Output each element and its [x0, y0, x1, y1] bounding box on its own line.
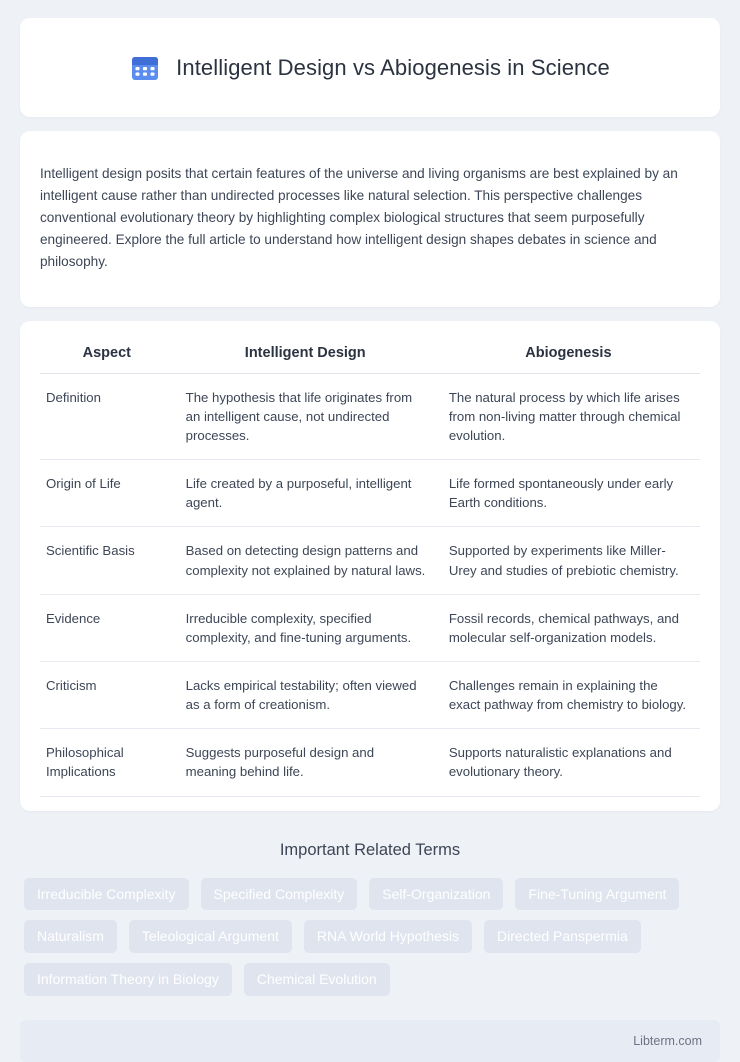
comparison-table [40, 341, 700, 797]
cell-abiogenesis: Challenges remain in explaining the exact pathway from chemistry to biology. [437, 662, 700, 729]
term-chip[interactable]: Fine-Tuning Argument [515, 878, 679, 911]
cell-aspect: Definition [40, 373, 174, 459]
header-card [20, 18, 720, 117]
summary-card [20, 131, 720, 306]
term-chip[interactable]: RNA World Hypothesis [304, 920, 472, 953]
related-terms-section [20, 827, 720, 1006]
cell-aspect: Philosophical Implications [40, 729, 174, 796]
related-terms-title: Important Related Terms [279, 840, 461, 859]
cell-intelligent-design: Suggests purposeful design and meaning behind life. [174, 729, 437, 796]
cell-abiogenesis: Supported by experiments like Miller-Urey and studies of prebiotic chemistry. [437, 527, 700, 594]
table-header-row [40, 341, 700, 374]
cell-intelligent-design: The hypothesis that life originates from an intelligent cause, not undirected processes. [174, 373, 437, 459]
term-chip[interactable]: Directed Panspermia [484, 920, 641, 953]
table-row [40, 460, 700, 527]
related-terms-list [20, 878, 720, 996]
table-body [40, 373, 700, 796]
term-chip[interactable]: Information Theory in Biology [24, 963, 232, 996]
term-chip[interactable]: Specified Complexity [201, 878, 358, 911]
cell-abiogenesis: Fossil records, chemical pathways, and molecular self-organization models. [437, 594, 700, 661]
column-header-aspect: Aspect [40, 341, 174, 374]
summary-text: Intelligent design posits that certain features of the universe and living organisms are best explained by an intelligent cause rather than undirected processes like natural selection. This perspective challenges conventional evolutionary theory by highlighting complex biological structures that seem purposefully engineered. Explore the full article to understand how intelligent design shapes debates in science and philosophy. [40, 166, 678, 270]
table-row [40, 373, 700, 459]
cell-abiogenesis: Supports naturalistic explanations and evolutionary theory. [437, 729, 700, 796]
cell-intelligent-design: Irreducible complexity, specified complexity, and fine-tuning arguments. [174, 594, 437, 661]
cell-intelligent-design: Lacks empirical testability; often viewed as a form of creationism. [174, 662, 437, 729]
footer-site-label: Libterm.com [633, 1033, 702, 1048]
comparison-table-card [20, 321, 720, 811]
term-chip[interactable]: Self-Organization [369, 878, 503, 911]
term-chip[interactable]: Teleological Argument [129, 920, 292, 953]
cell-aspect: Evidence [40, 594, 174, 661]
column-header-abiogenesis: Abiogenesis [437, 341, 700, 374]
term-chip[interactable]: Irreducible Complexity [24, 878, 189, 911]
cell-aspect: Scientific Basis [40, 527, 174, 594]
table-row [40, 594, 700, 661]
cell-abiogenesis: The natural process by which life arises from non-living matter through chemical evolution. [437, 373, 700, 459]
table-row [40, 527, 700, 594]
cell-aspect: Criticism [40, 662, 174, 729]
table-head [40, 341, 700, 374]
cell-intelligent-design: Based on detecting design patterns and complexity not explained by natural laws. [174, 527, 437, 594]
column-header-intelligent-design: Intelligent Design [174, 341, 437, 374]
table-row [40, 662, 700, 729]
page-title: Intelligent Design vs Abiogenesis in Science [176, 54, 610, 80]
term-chip[interactable]: Naturalism [24, 920, 117, 953]
cell-intelligent-design: Life created by a purposeful, intelligent agent. [174, 460, 437, 527]
table-row [40, 729, 700, 796]
footer-bar [20, 1020, 720, 1062]
term-chip[interactable]: Chemical Evolution [244, 963, 390, 996]
cell-abiogenesis: Life formed spontaneously under early Earth conditions. [437, 460, 700, 527]
calendar-icon [130, 53, 160, 83]
cell-aspect: Origin of Life [40, 460, 174, 527]
